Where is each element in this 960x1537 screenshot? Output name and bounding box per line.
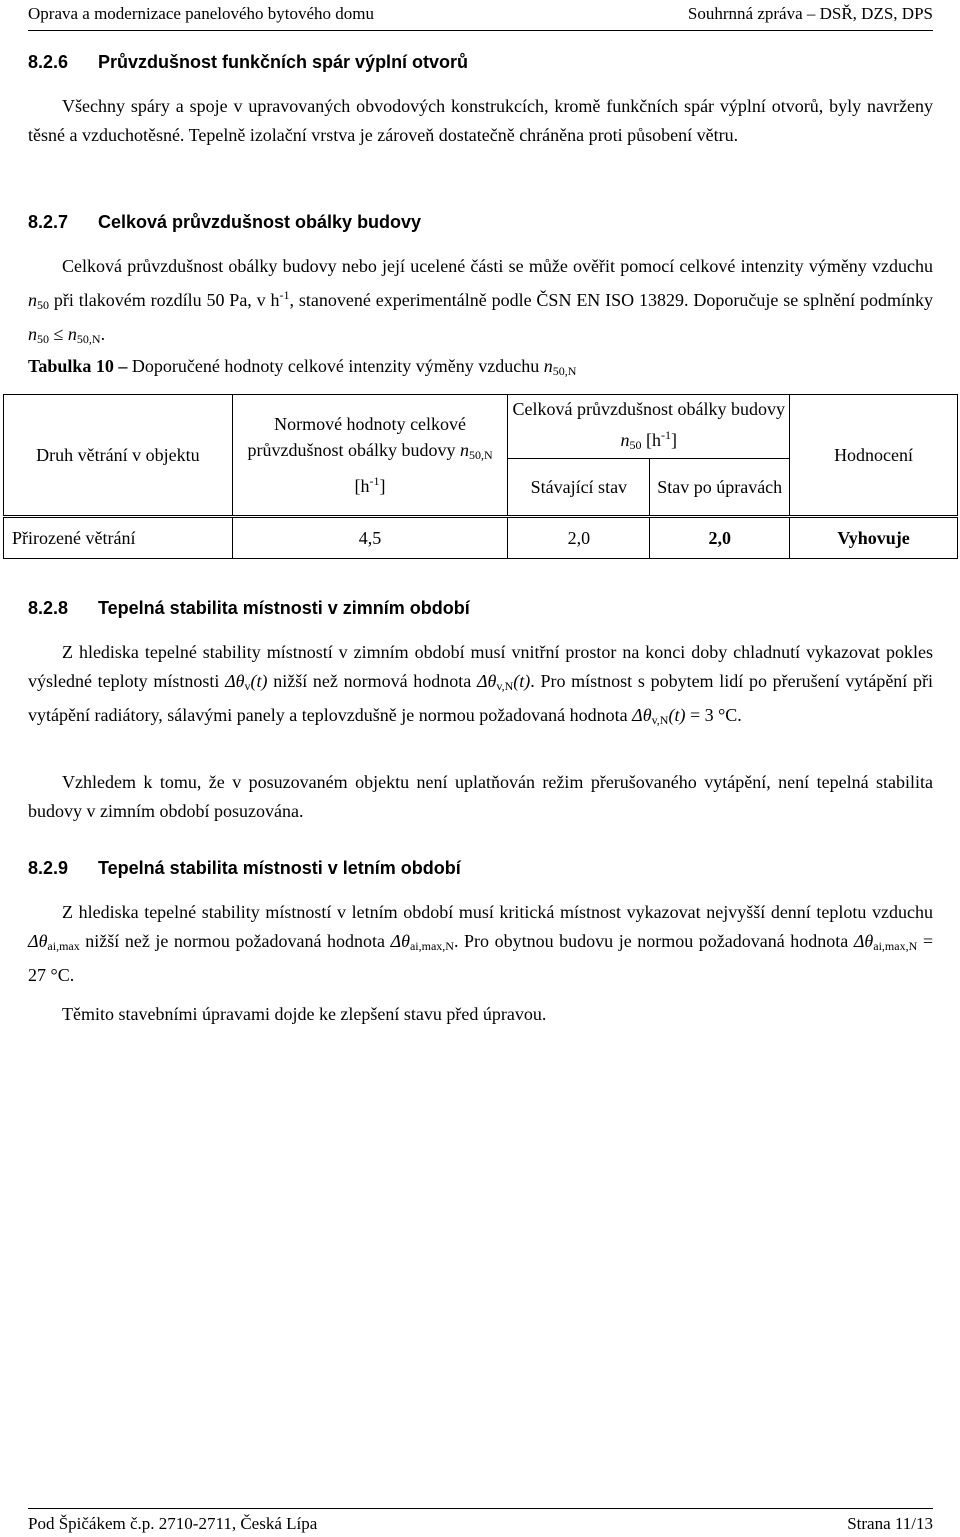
section-title: Tepelná stabilita místnosti v zimním období — [98, 598, 470, 618]
header-current-state: Stávající stav — [508, 459, 650, 517]
section-number: 8.2.9 — [28, 858, 69, 878]
section-heading-8-2-8 — [28, 598, 470, 619]
section-heading-8-2-7 — [28, 212, 421, 233]
section-number: 8.2.8 — [28, 598, 69, 618]
paragraph-8-2-9-a: Z hlediska tepelné stability místností v letním období musí kritická místnost vykazovat nejvyšší denní teplotu vzduchu $\Delta\theta_{ai,max}$ nižší než je normou požadovaná hodnota $\Delta\theta_{ai,max,N}$. Pro obytnou budovu je normou požadovaná hodnota $\Delta\theta_{ai,max,N} = 27$ °C. — [28, 902, 933, 985]
section-title: Celková průvzdušnost obálky budovy — [98, 212, 422, 232]
table-caption: Tabulka 10 – Doporučené hodnoty celkové intenzity výměny vzduchu $n_{50,N}$ — [28, 356, 577, 378]
paragraph-8-2-8-a: Z hlediska tepelné stability místností v zimním období musí vnitřní prostor na konci doby chladnutí vykazovat pokles výsledné teploty místnosti $\Delta\theta_v(t)$ nižší než normová hodnota $\Delta\theta_{v,N}(t)$. Pro místnost s pobytem lidí po přerušení vytápění při vytápění radiátory, sálavými panely a teplovzdušně je normou požadovaná hodnota $\Delta\theta_{v,N}(t) = 3$ °C. — [28, 642, 934, 727]
section-number: 8.2.6 — [28, 52, 69, 72]
paragraph-8-2-6: Všechny spáry a spoje v upravovaných obvodových konstrukcích, kromě funkčních spár výplní otvorů, byly navrženy těsné a vzduchotěsné. Tepelně izolační vrstva je zároveň dostatečně chráněna proti působení větru. — [28, 96, 933, 145]
section-title: Tepelná stabilita místnosti v letním období — [98, 858, 461, 878]
footer-address: Pod Špičákem č.p. 2710-2711, Česká Lípa — [28, 1514, 318, 1533]
section-number: 8.2.7 — [28, 212, 69, 232]
paragraph-8-2-8-b: Vzhledem k tomu, že v posuzovaném objektu není uplatňován režim přerušovaného vytápění, není tepelná stabilita budovy v zimním období posuzována. — [28, 772, 933, 821]
paragraph-8-2-7: Celková průvzdušnost obálky budovy nebo její ucelené části se může ověřit pomocí celkové intenzity výměny vzduchu $n_{50}$ při tlakovém rozdílu 50 Pa, v $h^{-1}$, stanovené experimentálně podle ČSN EN ISO 13829. Doporučuje se splnění podmínky $n_{50} \le n_{50,N}$. — [28, 256, 933, 346]
page-header — [28, 0, 933, 31]
air-exchange-table — [3, 394, 958, 559]
header-after-repair: Stav po úpravách — [650, 459, 790, 517]
footer-page-number: Strana 11/13 — [847, 1514, 933, 1533]
section-title: Průvzdušnost funkčních spár výplní otvorů — [98, 52, 469, 72]
header-title: Oprava a modernizace panelového bytového domu — [28, 4, 375, 23]
cell-ventilation-type: Přirozené větrání — [4, 517, 233, 559]
header-total-airtightness: Celková průvzdušnost obálky budovy $n_{50}$ $[h^{-1}]$ — [508, 395, 790, 459]
cell-evaluation: Vyhovuje — [790, 517, 958, 559]
table-caption-label: Tabulka 10 — [28, 356, 114, 376]
header-norm-values: Normové hodnoty celkové průvzdušnost obálky budovy $n_{50,N}$ $[h^{-1}]$ — [232, 395, 508, 517]
cell-after-value: 2,0 — [650, 517, 790, 559]
header-subtitle: Souhrnná zpráva – DSŘ, DZS, DPS — [687, 4, 933, 23]
header-ventilation-type: Druh větrání v objektu — [4, 395, 233, 517]
header-evaluation: Hodnocení — [790, 395, 958, 517]
paragraph-8-2-9-b: Těmito stavebními úpravami dojde ke zlepšení stavu před úpravou. — [62, 1004, 547, 1024]
section-heading-8-2-6 — [28, 52, 468, 73]
cell-current-value: 2,0 — [508, 517, 650, 559]
cell-norm-value: 4,5 — [232, 517, 508, 559]
table-row — [4, 517, 958, 559]
page-footer — [28, 1508, 933, 1537]
section-heading-8-2-9 — [28, 858, 461, 879]
